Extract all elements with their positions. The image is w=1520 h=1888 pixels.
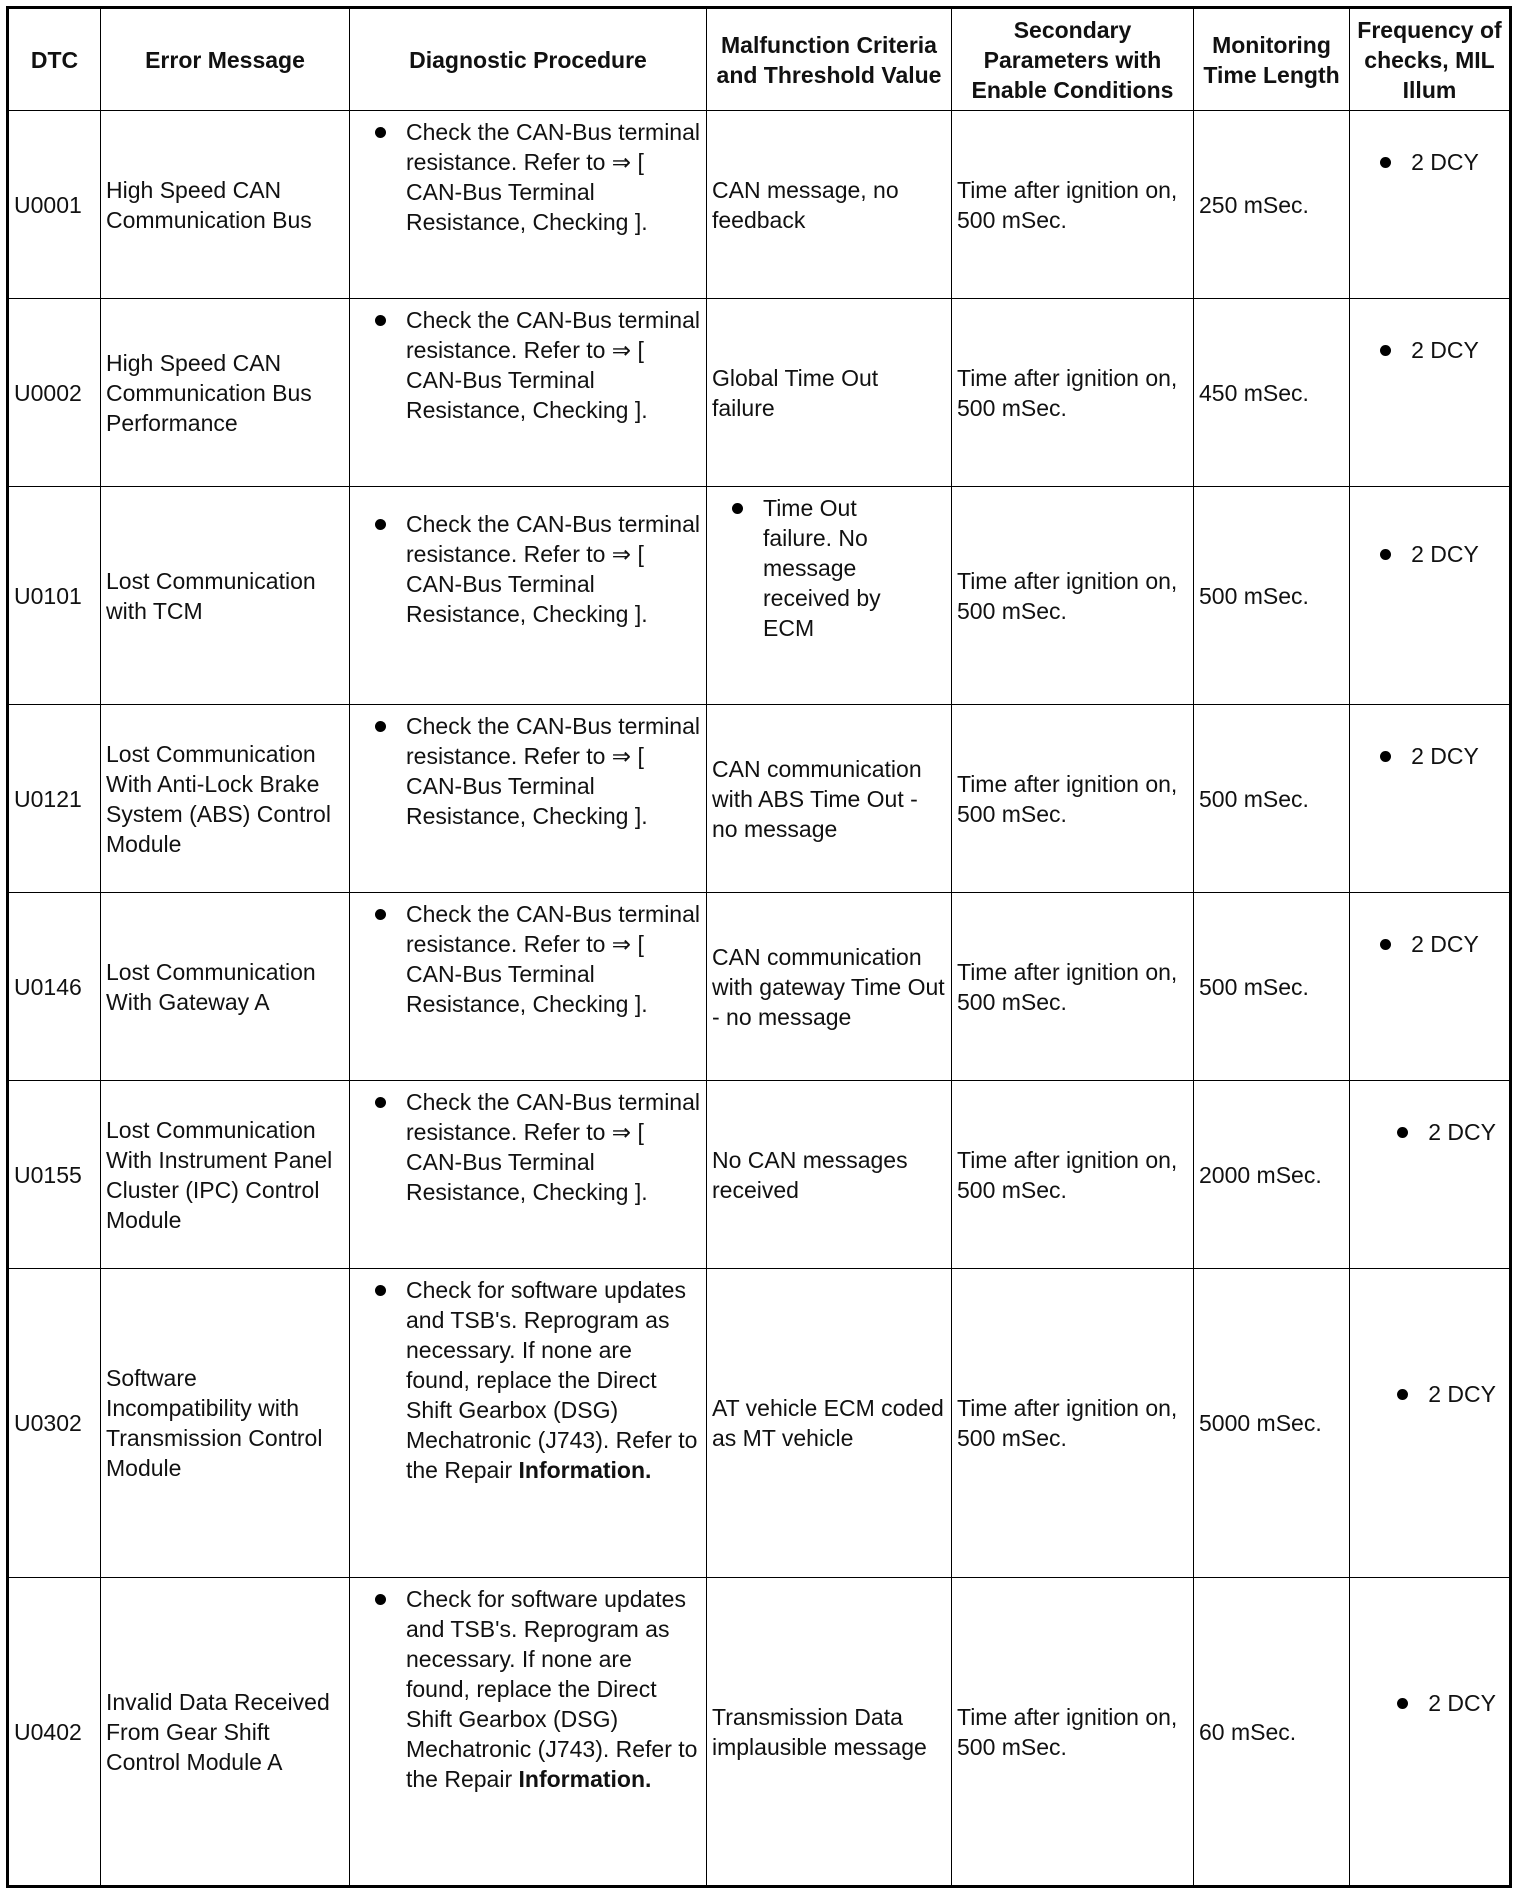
error-message: High Speed CAN Communication Bus <box>101 111 350 299</box>
frequency-value: 2 DCY <box>1428 1381 1496 1407</box>
frequency-value: 2 DCY <box>1411 931 1479 957</box>
secondary-parameters: Time after ignition on, 500 mSec. <box>952 1081 1194 1269</box>
frequency-value: 2 DCY <box>1411 541 1479 567</box>
diagnostic-procedure <box>350 893 707 1081</box>
procedure-text: Check the CAN-Bus terminal resistance. Refer to ⇒ [ CAN-Bus Terminal Resistance, Checking ]. <box>406 1089 700 1205</box>
procedure-bullet <box>355 1087 701 1207</box>
frequency-cell <box>1350 1081 1511 1269</box>
bullet-icon <box>1397 1127 1408 1138</box>
procedure-text-end: Information. <box>518 1457 652 1483</box>
dtc-code: U0121 <box>8 705 101 893</box>
malfunction-criteria: AT vehicle ECM coded as MT vehicle <box>707 1269 952 1578</box>
header-dtc: DTC <box>8 8 101 111</box>
dtc-code: U0155 <box>8 1081 101 1269</box>
diagnostic-procedure <box>350 299 707 487</box>
error-message: Lost Communication With Gateway A <box>101 893 350 1081</box>
bullet-icon <box>1380 549 1391 560</box>
criteria-bullet: Time Out failure. No message received by ECM <box>712 493 946 643</box>
malfunction-criteria: Global Time Out failure <box>707 299 952 487</box>
frequency-value: 2 DCY <box>1411 337 1479 363</box>
procedure-bullet <box>355 1584 701 1794</box>
diagnostic-procedure <box>350 487 707 705</box>
procedure-text: Check the CAN-Bus terminal resistance. Refer to ⇒ [ CAN-Bus Terminal Resistance, Checking ]. <box>406 901 700 1017</box>
table-row <box>8 1081 1511 1269</box>
bullet-icon <box>1397 1389 1408 1400</box>
bullet-icon <box>1380 345 1391 356</box>
table-row <box>8 299 1511 487</box>
procedure-bullet <box>355 305 701 425</box>
procedure-text: Check the CAN-Bus terminal resistance. Refer to ⇒ [ CAN-Bus Terminal Resistance, Checking ]. <box>406 307 700 423</box>
malfunction-criteria: CAN communication with ABS Time Out - no message <box>707 705 952 893</box>
malfunction-criteria: No CAN messages received <box>707 1081 952 1269</box>
header-monitoring-time: Monitoring Time Length <box>1194 8 1350 111</box>
dtc-code: U0146 <box>8 893 101 1081</box>
secondary-parameters: Time after ignition on, 500 mSec. <box>952 705 1194 893</box>
table-row <box>8 1578 1511 1887</box>
frequency-cell <box>1350 1269 1511 1578</box>
table-row <box>8 111 1511 299</box>
table-row <box>8 705 1511 893</box>
error-message: Lost Communication With Anti-Lock Brake System (ABS) Control Module <box>101 705 350 893</box>
frequency-cell <box>1350 705 1511 893</box>
header-frequency: Frequency of checks, MIL Illum <box>1350 8 1511 111</box>
frequency-cell <box>1350 1578 1511 1887</box>
error-message: Software Incompatibility with Transmission Control Module <box>101 1269 350 1578</box>
procedure-bullet <box>355 899 701 1019</box>
bullet-icon <box>1380 939 1391 950</box>
dtc-code: U0002 <box>8 299 101 487</box>
procedure-bullet <box>355 117 701 237</box>
monitoring-time: 2000 mSec. <box>1194 1081 1350 1269</box>
procedure-bullet <box>355 711 701 831</box>
diagnostic-procedure <box>350 111 707 299</box>
procedure-text: Check for software updates and TSB's. Reprogram as necessary. If none are found, replace the Direct Shift Gearbox (DSG) Mechatronic (J743). Refer to the Repair <box>406 1586 698 1792</box>
procedure-bullet <box>355 1275 701 1485</box>
frequency-value: 2 DCY <box>1428 1119 1496 1145</box>
diagnostic-procedure <box>350 1269 707 1578</box>
header-error-message: Error Message <box>101 8 350 111</box>
procedure-text: Check the CAN-Bus terminal resistance. Refer to ⇒ [ CAN-Bus Terminal Resistance, Checking ]. <box>406 713 700 829</box>
monitoring-time: 250 mSec. <box>1194 111 1350 299</box>
error-message: Invalid Data Received From Gear Shift Control Module A <box>101 1578 350 1887</box>
secondary-parameters: Time after ignition on, 500 mSec. <box>952 1269 1194 1578</box>
secondary-parameters: Time after ignition on, 500 mSec. <box>952 111 1194 299</box>
secondary-parameters: Time after ignition on, 500 mSec. <box>952 893 1194 1081</box>
monitoring-time: 500 mSec. <box>1194 487 1350 705</box>
malfunction-criteria: CAN communication with gateway Time Out - no message <box>707 893 952 1081</box>
secondary-parameters: Time after ignition on, 500 mSec. <box>952 1578 1194 1887</box>
procedure-text-end: Information. <box>518 1766 652 1792</box>
header-malfunction-criteria: Malfunction Criteria and Threshold Value <box>707 8 952 111</box>
secondary-parameters: Time after ignition on, 500 mSec. <box>952 487 1194 705</box>
frequency-value: 2 DCY <box>1411 149 1479 175</box>
malfunction-criteria: CAN message, no feedback <box>707 111 952 299</box>
diagnostic-procedure <box>350 1578 707 1887</box>
frequency-cell <box>1350 487 1511 705</box>
frequency-value: 2 DCY <box>1411 743 1479 769</box>
procedure-bullet <box>355 509 701 629</box>
dtc-code: U0001 <box>8 111 101 299</box>
procedure-text: Check for software updates and TSB's. Reprogram as necessary. If none are found, replace the Direct Shift Gearbox (DSG) Mechatronic (J743). Refer to the Repair <box>406 1277 698 1483</box>
monitoring-time: 60 mSec. <box>1194 1578 1350 1887</box>
bullet-icon <box>1380 751 1391 762</box>
procedure-text: Check the CAN-Bus terminal resistance. Refer to ⇒ [ CAN-Bus Terminal Resistance, Checking ]. <box>406 511 700 627</box>
dtc-table <box>6 6 1512 1888</box>
frequency-value: 2 DCY <box>1428 1690 1496 1716</box>
bullet-icon <box>1397 1698 1408 1709</box>
malfunction-criteria: Transmission Data implausible message <box>707 1578 952 1887</box>
error-message: High Speed CAN Communication Bus Performance <box>101 299 350 487</box>
secondary-parameters: Time after ignition on, 500 mSec. <box>952 299 1194 487</box>
error-message: Lost Communication with TCM <box>101 487 350 705</box>
monitoring-time: 500 mSec. <box>1194 893 1350 1081</box>
frequency-cell <box>1350 299 1511 487</box>
table-row <box>8 1269 1511 1578</box>
monitoring-time: 500 mSec. <box>1194 705 1350 893</box>
monitoring-time: 450 mSec. <box>1194 299 1350 487</box>
diagnostic-procedure <box>350 705 707 893</box>
bullet-icon <box>1380 157 1391 168</box>
dtc-code: U0402 <box>8 1578 101 1887</box>
procedure-text: Check the CAN-Bus terminal resistance. Refer to ⇒ [ CAN-Bus Terminal Resistance, Checking ]. <box>406 119 700 235</box>
monitoring-time: 5000 mSec. <box>1194 1269 1350 1578</box>
frequency-cell <box>1350 893 1511 1081</box>
table-row <box>8 893 1511 1081</box>
diagnostic-procedure <box>350 1081 707 1269</box>
dtc-code: U0101 <box>8 487 101 705</box>
header-diagnostic-procedure: Diagnostic Procedure <box>350 8 707 111</box>
table-row <box>8 487 1511 705</box>
header-row <box>8 8 1511 111</box>
header-secondary-parameters: Secondary Parameters with Enable Conditions <box>952 8 1194 111</box>
malfunction-criteria <box>707 487 952 705</box>
dtc-code: U0302 <box>8 1269 101 1578</box>
frequency-cell <box>1350 111 1511 299</box>
error-message: Lost Communication With Instrument Panel Cluster (IPC) Control Module <box>101 1081 350 1269</box>
